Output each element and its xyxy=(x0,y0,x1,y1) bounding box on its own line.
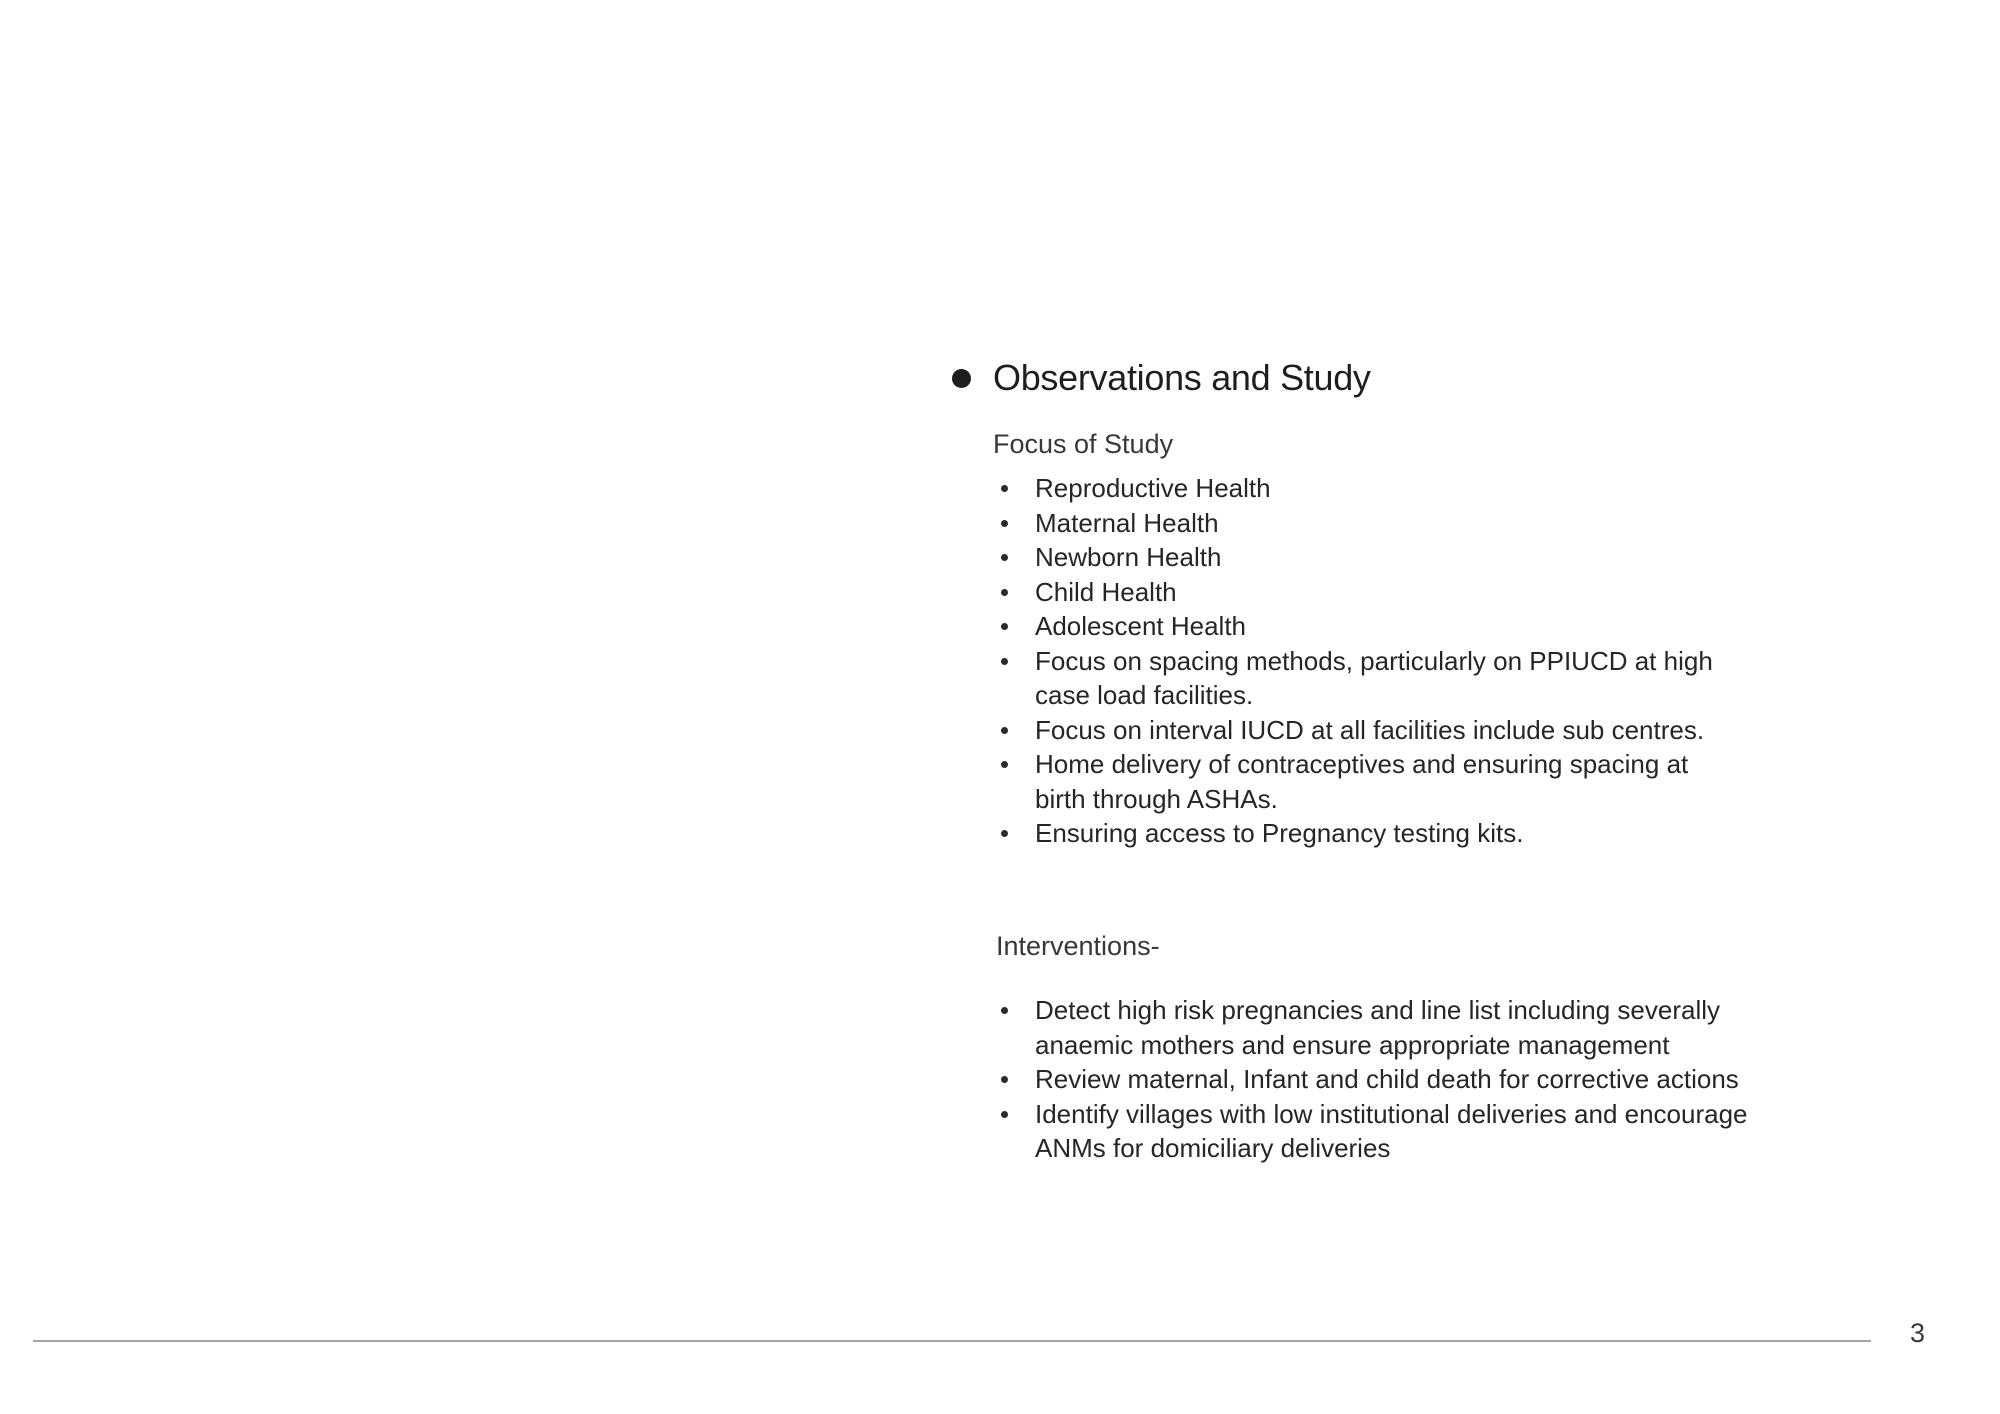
bullet-icon xyxy=(1001,589,1008,596)
bullet-icon xyxy=(1001,1111,1008,1118)
interventions-heading: Interventions- xyxy=(996,931,1160,961)
bullet-icon xyxy=(1001,554,1008,561)
bullet-icon xyxy=(1001,658,1008,665)
list-item-text: Home delivery of contraceptives and ensuring spacing at birth through ASHAs. xyxy=(1035,749,1689,814)
list-item-text: Focus on interval IUCD at all facilities include sub centres. xyxy=(1035,714,1705,745)
list-item-text: Maternal Health xyxy=(1035,507,1219,538)
list-item xyxy=(993,471,1725,506)
list-item-text: Review maternal, Infant and child death for corrective actions xyxy=(1035,1064,1739,1094)
bullet-icon xyxy=(1001,1007,1008,1014)
bullet-icon xyxy=(1001,1076,1008,1083)
bullet-icon xyxy=(1001,623,1008,630)
title-bullet-icon xyxy=(952,369,971,388)
list-item-text: Child Health xyxy=(1035,576,1177,607)
list-item-text: Focus on spacing methods, particularly on PPIUCD at high case load facilities. xyxy=(1035,645,1713,710)
list-item xyxy=(993,1062,1765,1097)
focus-of-study-list xyxy=(993,471,1725,851)
bullet-icon xyxy=(1001,520,1008,527)
footer-divider xyxy=(33,1340,1871,1342)
bullet-icon xyxy=(1001,761,1008,768)
list-item xyxy=(993,644,1725,713)
list-item xyxy=(993,747,1725,816)
bullet-icon xyxy=(1001,485,1008,492)
list-item xyxy=(993,993,1765,1062)
bullet-icon xyxy=(1001,727,1008,734)
list-item-text: Reproductive Health xyxy=(1035,473,1271,503)
list-item xyxy=(993,609,1725,644)
list-item xyxy=(993,713,1725,748)
page-title: Observations and Study xyxy=(993,357,1371,398)
focus-of-study-heading: Focus of Study xyxy=(993,429,1174,459)
page-number: 3 xyxy=(1910,1318,1926,1348)
list-item-text: Ensuring access to Pregnancy testing kits. xyxy=(1035,818,1524,848)
list-item-text: Detect high risk pregnancies and line list including severally anaemic mothers and ensure appropriate management xyxy=(1035,995,1721,1060)
list-item xyxy=(993,575,1725,610)
list-item xyxy=(993,540,1725,575)
list-item xyxy=(993,1097,1765,1166)
list-item xyxy=(993,506,1725,541)
interventions-list xyxy=(993,993,1765,1166)
list-item-text: Newborn Health xyxy=(1035,542,1222,572)
slide-title-row xyxy=(952,355,1371,401)
bullet-icon xyxy=(1001,830,1008,837)
list-item-text: Adolescent Health xyxy=(1035,611,1247,641)
list-item xyxy=(993,816,1725,851)
list-item-text: Identify villages with low institutional deliveries and encourage ANMs for domiciliary deliveries xyxy=(1035,1098,1748,1163)
